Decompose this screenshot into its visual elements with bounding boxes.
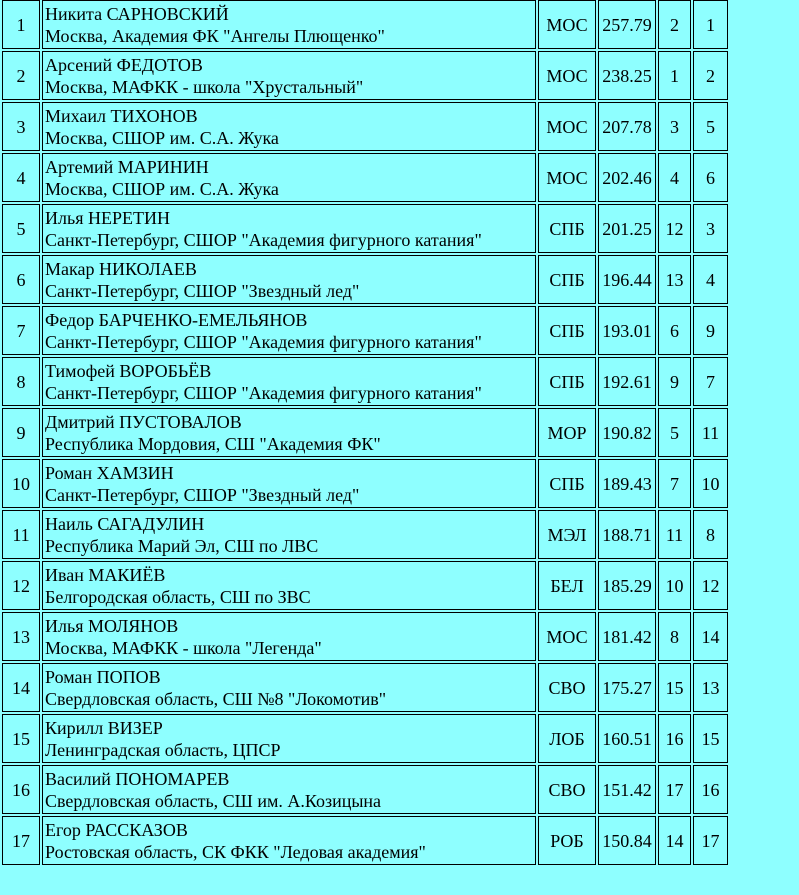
athlete-club: Свердловская область, СШ им. А.Козицына (45, 790, 382, 811)
free-skating-place-cell: 12 (693, 561, 728, 610)
free-skating-place-cell: 13 (693, 663, 728, 712)
short-program-place-cell: 11 (658, 510, 691, 559)
free-skating-place-cell: 7 (693, 357, 728, 406)
athlete-cell (42, 357, 536, 406)
short-program-place-cell: 6 (658, 306, 691, 355)
athlete-club: Республика Марий Эл, СШ по ЛВС (45, 535, 319, 556)
table-row (2, 459, 728, 508)
free-skating-place-cell: 15 (693, 714, 728, 763)
place-cell: 12 (2, 561, 40, 610)
region-cell: МЭЛ (538, 510, 596, 559)
total-score-cell: 201.25 (598, 204, 656, 253)
athlete-club: Санкт-Петербург, СШОР "Академия фигурного катания" (45, 382, 482, 403)
total-score-cell: 238.25 (598, 51, 656, 100)
table-row (2, 510, 728, 559)
short-program-place-cell: 3 (658, 102, 691, 151)
total-score-cell: 190.82 (598, 408, 656, 457)
place-cell: 11 (2, 510, 40, 559)
athlete-name: Илья НЕРЕТИН (45, 207, 170, 228)
free-skating-place-cell: 3 (693, 204, 728, 253)
athlete-club: Санкт-Петербург, СШОР "Академия фигурного катания" (45, 331, 482, 352)
region-cell: ЛОБ (538, 714, 596, 763)
athlete-name: Егор РАССКАЗОВ (45, 819, 188, 840)
region-cell: СВО (538, 765, 596, 814)
athlete-club: Москва, МАФКК - школа "Хрустальный" (45, 76, 364, 97)
athlete-cell (42, 714, 536, 763)
place-cell: 5 (2, 204, 40, 253)
athlete-cell (42, 255, 536, 304)
athlete-club: Санкт-Петербург, СШОР "Звездный лед" (45, 484, 360, 505)
free-skating-place-cell: 17 (693, 816, 728, 865)
short-program-place-cell: 7 (658, 459, 691, 508)
region-cell: МОР (538, 408, 596, 457)
athlete-cell (42, 102, 536, 151)
athlete-name: Роман ХАМЗИН (45, 462, 174, 483)
athlete-cell (42, 612, 536, 661)
place-cell: 2 (2, 51, 40, 100)
athlete-cell (42, 510, 536, 559)
athlete-name: Илья МОЛЯНОВ (45, 615, 179, 636)
athlete-cell (42, 459, 536, 508)
place-cell: 8 (2, 357, 40, 406)
table-row (2, 153, 728, 202)
athlete-cell (42, 663, 536, 712)
athlete-cell (42, 408, 536, 457)
athlete-name: Федор БАРЧЕНКО-ЕМЕЛЬЯНОВ (45, 309, 308, 330)
athlete-name: Василий ПОНОМАРЕВ (45, 768, 230, 789)
place-cell: 10 (2, 459, 40, 508)
place-cell: 16 (2, 765, 40, 814)
athlete-club: Москва, Академия ФК "Ангелы Плющенко" (45, 25, 385, 46)
free-skating-place-cell: 11 (693, 408, 728, 457)
region-cell: МОС (538, 51, 596, 100)
athlete-name: Кирилл ВИЗЕР (45, 717, 163, 738)
region-cell: МОС (538, 0, 596, 49)
place-cell: 15 (2, 714, 40, 763)
total-score-cell: 150.84 (598, 816, 656, 865)
place-cell: 9 (2, 408, 40, 457)
athlete-club: Москва, СШОР им. С.А. Жука (45, 127, 279, 148)
athlete-club: Ленинградская область, ЦПСР (45, 739, 281, 760)
region-cell: МОС (538, 102, 596, 151)
short-program-place-cell: 16 (658, 714, 691, 763)
athlete-name: Макар НИКОЛАЕВ (45, 258, 197, 279)
place-cell: 17 (2, 816, 40, 865)
region-cell: СПБ (538, 306, 596, 355)
total-score-cell: 151.42 (598, 765, 656, 814)
short-program-place-cell: 12 (658, 204, 691, 253)
athlete-name: Тимофей ВОРОБЬЁВ (45, 360, 212, 381)
short-program-place-cell: 13 (658, 255, 691, 304)
total-score-cell: 185.29 (598, 561, 656, 610)
total-score-cell: 175.27 (598, 663, 656, 712)
athlete-club: Санкт-Петербург, СШОР "Академия фигурного катания" (45, 229, 482, 250)
table-row (2, 561, 728, 610)
athlete-cell (42, 306, 536, 355)
place-cell: 4 (2, 153, 40, 202)
short-program-place-cell: 8 (658, 612, 691, 661)
free-skating-place-cell: 2 (693, 51, 728, 100)
place-cell: 3 (2, 102, 40, 151)
athlete-club: Белгородская область, СШ по ЗВС (45, 586, 311, 607)
table-row (2, 0, 728, 49)
athlete-club: Москва, СШОР им. С.А. Жука (45, 178, 279, 199)
athlete-cell (42, 561, 536, 610)
region-cell: БЕЛ (538, 561, 596, 610)
short-program-place-cell: 17 (658, 765, 691, 814)
total-score-cell: 207.78 (598, 102, 656, 151)
athlete-cell (42, 153, 536, 202)
region-cell: СВО (538, 663, 596, 712)
athlete-cell (42, 816, 536, 865)
total-score-cell: 202.46 (598, 153, 656, 202)
athlete-name: Никита САРНОВСКИЙ (45, 3, 229, 24)
free-skating-place-cell: 16 (693, 765, 728, 814)
region-cell: МОС (538, 153, 596, 202)
total-score-cell: 189.43 (598, 459, 656, 508)
region-cell: РОБ (538, 816, 596, 865)
table-row (2, 714, 728, 763)
free-skating-place-cell: 4 (693, 255, 728, 304)
region-cell: СПБ (538, 459, 596, 508)
athlete-name: Дмитрий ПУСТОВАЛОВ (45, 411, 242, 432)
total-score-cell: 193.01 (598, 306, 656, 355)
short-program-place-cell: 2 (658, 0, 691, 49)
athlete-cell (42, 204, 536, 253)
athlete-club: Свердловская область, СШ №8 "Локомотив" (45, 688, 387, 709)
athlete-cell (42, 765, 536, 814)
place-cell: 6 (2, 255, 40, 304)
table-row (2, 408, 728, 457)
athlete-club: Санкт-Петербург, СШОР "Звездный лед" (45, 280, 360, 301)
free-skating-place-cell: 14 (693, 612, 728, 661)
free-skating-place-cell: 8 (693, 510, 728, 559)
free-skating-place-cell: 5 (693, 102, 728, 151)
table-row (2, 306, 728, 355)
table-row (2, 51, 728, 100)
short-program-place-cell: 5 (658, 408, 691, 457)
athlete-name: Арсений ФЕДОТОВ (45, 54, 203, 75)
table-row (2, 255, 728, 304)
table-row (2, 204, 728, 253)
total-score-cell: 188.71 (598, 510, 656, 559)
athlete-club: Ростовская область, СК ФКК "Ледовая академия" (45, 841, 426, 862)
table-row (2, 663, 728, 712)
table-row (2, 102, 728, 151)
free-skating-place-cell: 1 (693, 0, 728, 49)
place-cell: 13 (2, 612, 40, 661)
region-cell: СПБ (538, 357, 596, 406)
free-skating-place-cell: 10 (693, 459, 728, 508)
athlete-name: Наиль САГАДУЛИН (45, 513, 205, 534)
place-cell: 7 (2, 306, 40, 355)
place-cell: 1 (2, 0, 40, 49)
athlete-name: Роман ПОПОВ (45, 666, 161, 687)
region-cell: СПБ (538, 204, 596, 253)
athlete-cell (42, 0, 536, 49)
short-program-place-cell: 9 (658, 357, 691, 406)
table-row (2, 816, 728, 865)
free-skating-place-cell: 6 (693, 153, 728, 202)
region-cell: СПБ (538, 255, 596, 304)
total-score-cell: 192.61 (598, 357, 656, 406)
total-score-cell: 257.79 (598, 0, 656, 49)
total-score-cell: 196.44 (598, 255, 656, 304)
athlete-club: Республика Мордовия, СШ "Академия ФК" (45, 433, 381, 454)
table-row (2, 612, 728, 661)
short-program-place-cell: 10 (658, 561, 691, 610)
free-skating-place-cell: 9 (693, 306, 728, 355)
total-score-cell: 181.42 (598, 612, 656, 661)
table-row (2, 765, 728, 814)
total-score-cell: 160.51 (598, 714, 656, 763)
short-program-place-cell: 15 (658, 663, 691, 712)
athlete-name: Иван МАКИЁВ (45, 564, 166, 585)
short-program-place-cell: 14 (658, 816, 691, 865)
table-row (2, 357, 728, 406)
region-cell: МОС (538, 612, 596, 661)
athlete-name: Артемий МАРИНИН (45, 156, 209, 177)
athlete-club: Москва, МАФКК - школа "Легенда" (45, 637, 322, 658)
short-program-place-cell: 1 (658, 51, 691, 100)
short-program-place-cell: 4 (658, 153, 691, 202)
athlete-name: Михаил ТИХОНОВ (45, 105, 198, 126)
place-cell: 14 (2, 663, 40, 712)
results-table-body (2, 0, 728, 865)
athlete-cell (42, 51, 536, 100)
